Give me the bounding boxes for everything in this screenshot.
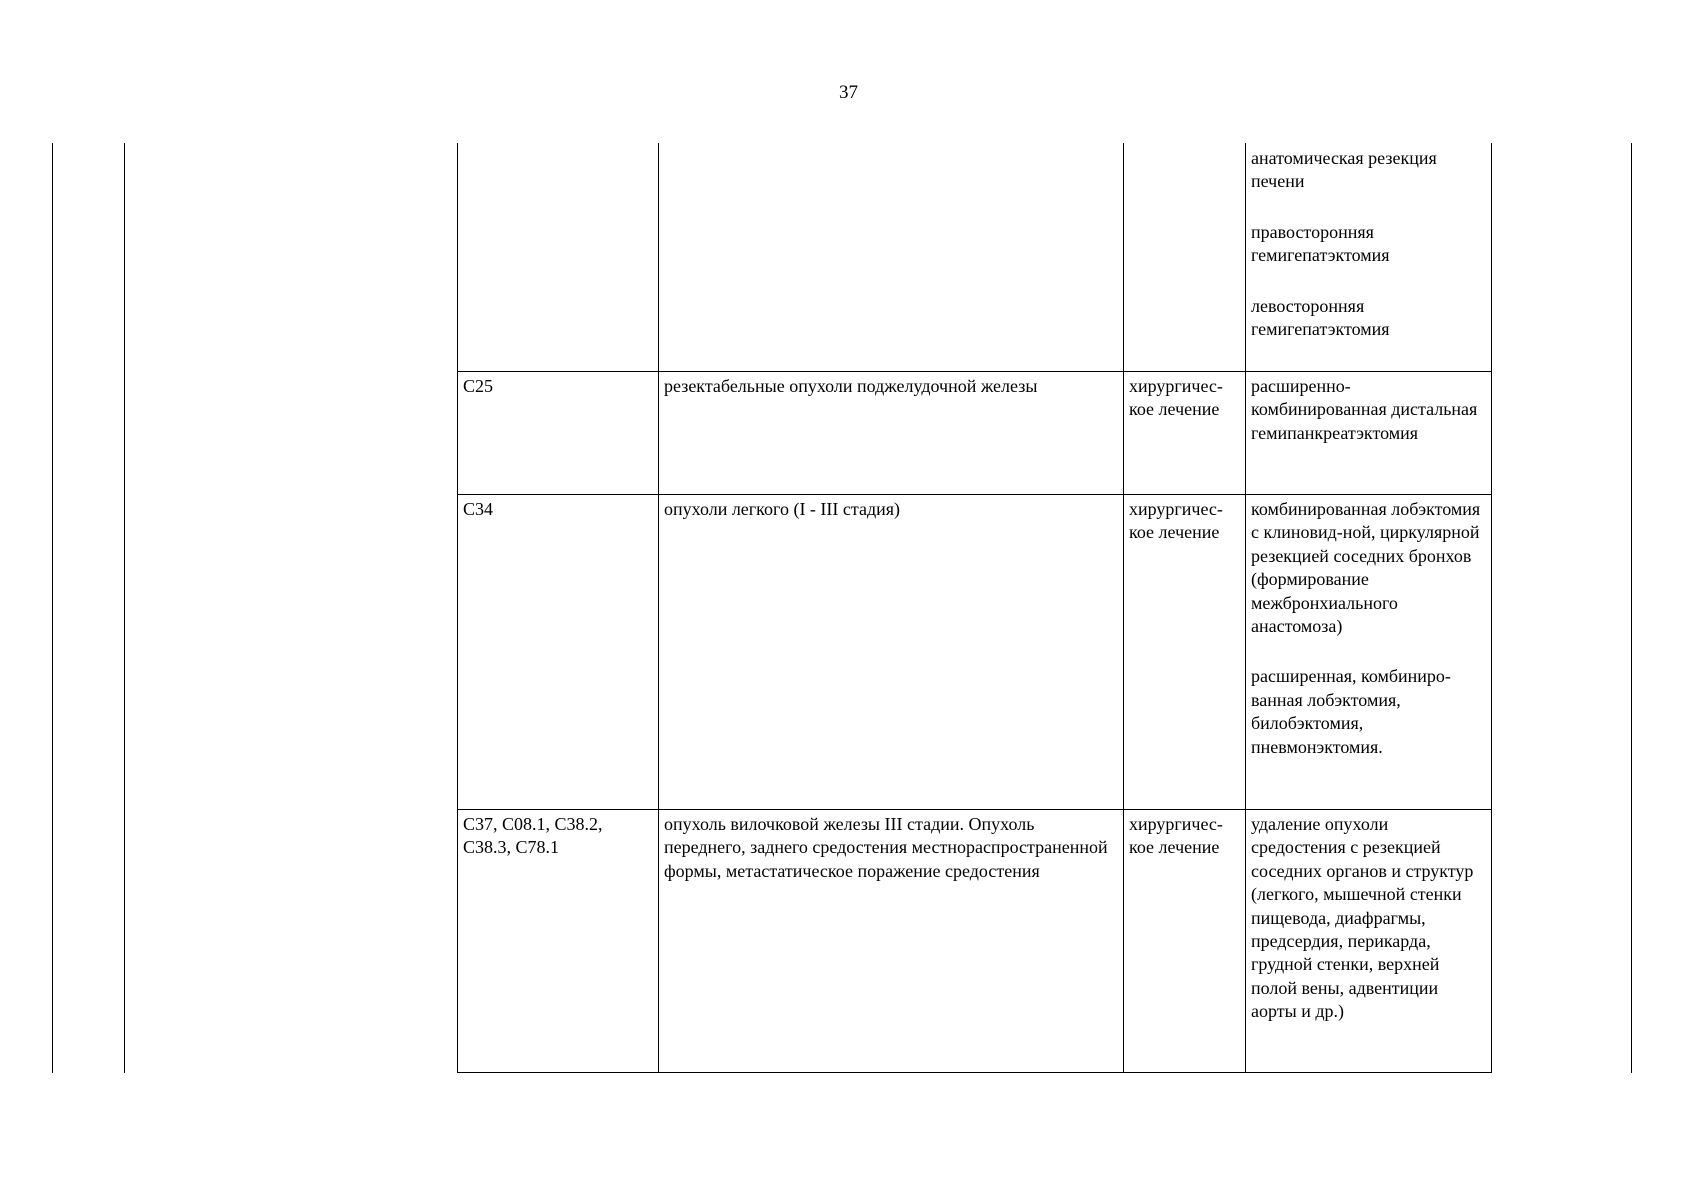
code-cell: C25	[463, 376, 494, 396]
method-text: левосторонняя гемигепатэктомия	[1251, 295, 1390, 340]
code-cell: C37, C08.1, C38.2, C38.3, C78.1	[463, 814, 603, 858]
diagnosis-cell: опухоль вилочковой железы III стадии. Опухоль переднего, заднего средостения местнораспространенной формы, метастатическое поражение средостения	[664, 814, 1108, 881]
method-text: комбинированная лобэктомия с клиновид-ной, циркулярной резекцией соседних бронхов (формирование межбронхиального анастомоза)	[1251, 499, 1481, 637]
page-number: 37	[839, 82, 858, 103]
code-cell: C34	[463, 499, 494, 519]
method-cell	[1245, 809, 1491, 1024]
method-text: расширенно-комбинированная дистальная гемипанкреатэктомия	[1251, 376, 1478, 443]
method-cell	[1245, 371, 1491, 445]
method-cell	[1245, 143, 1491, 341]
treatment-cell: хирургичес-кое лечение	[1129, 499, 1223, 543]
outer-left-rule	[52, 143, 53, 1073]
table-divider-2	[1123, 143, 1124, 1073]
method-text: удаление опухоли средостения с резекцией соседних органов и структур (легкого, мышечной стенки пищевода, диафрагмы, предсердия, перикарда, грудной стенки, верхней полой вены, адвентиции аорты и др.)	[1251, 814, 1474, 1022]
outer-right-rule	[1631, 143, 1632, 1073]
method-text: анатомическая резекция печени	[1251, 148, 1437, 192]
treatment-cell: хирургичес-кое лечение	[1129, 376, 1223, 420]
table-border-right	[1491, 143, 1492, 1073]
table-border-left	[457, 143, 458, 1073]
method-cell	[1245, 494, 1491, 759]
diagnosis-cell: резектабельные опухоли поджелудочной железы	[664, 376, 1038, 396]
table-divider-1	[658, 143, 659, 1073]
table-border-bottom	[457, 1072, 1492, 1073]
treatment-cell: хирургичес-кое лечение	[1129, 814, 1223, 858]
outer-left-rule-2	[124, 143, 125, 1073]
diagnosis-cell: опухоли легкого (I - III стадия)	[664, 499, 901, 519]
method-text: расширенная, комбиниро-ванная лобэктомия, билобэктомия, пневмонэктомия.	[1251, 666, 1451, 757]
method-text: правосторонняя гемигепатэктомия	[1251, 221, 1390, 266]
